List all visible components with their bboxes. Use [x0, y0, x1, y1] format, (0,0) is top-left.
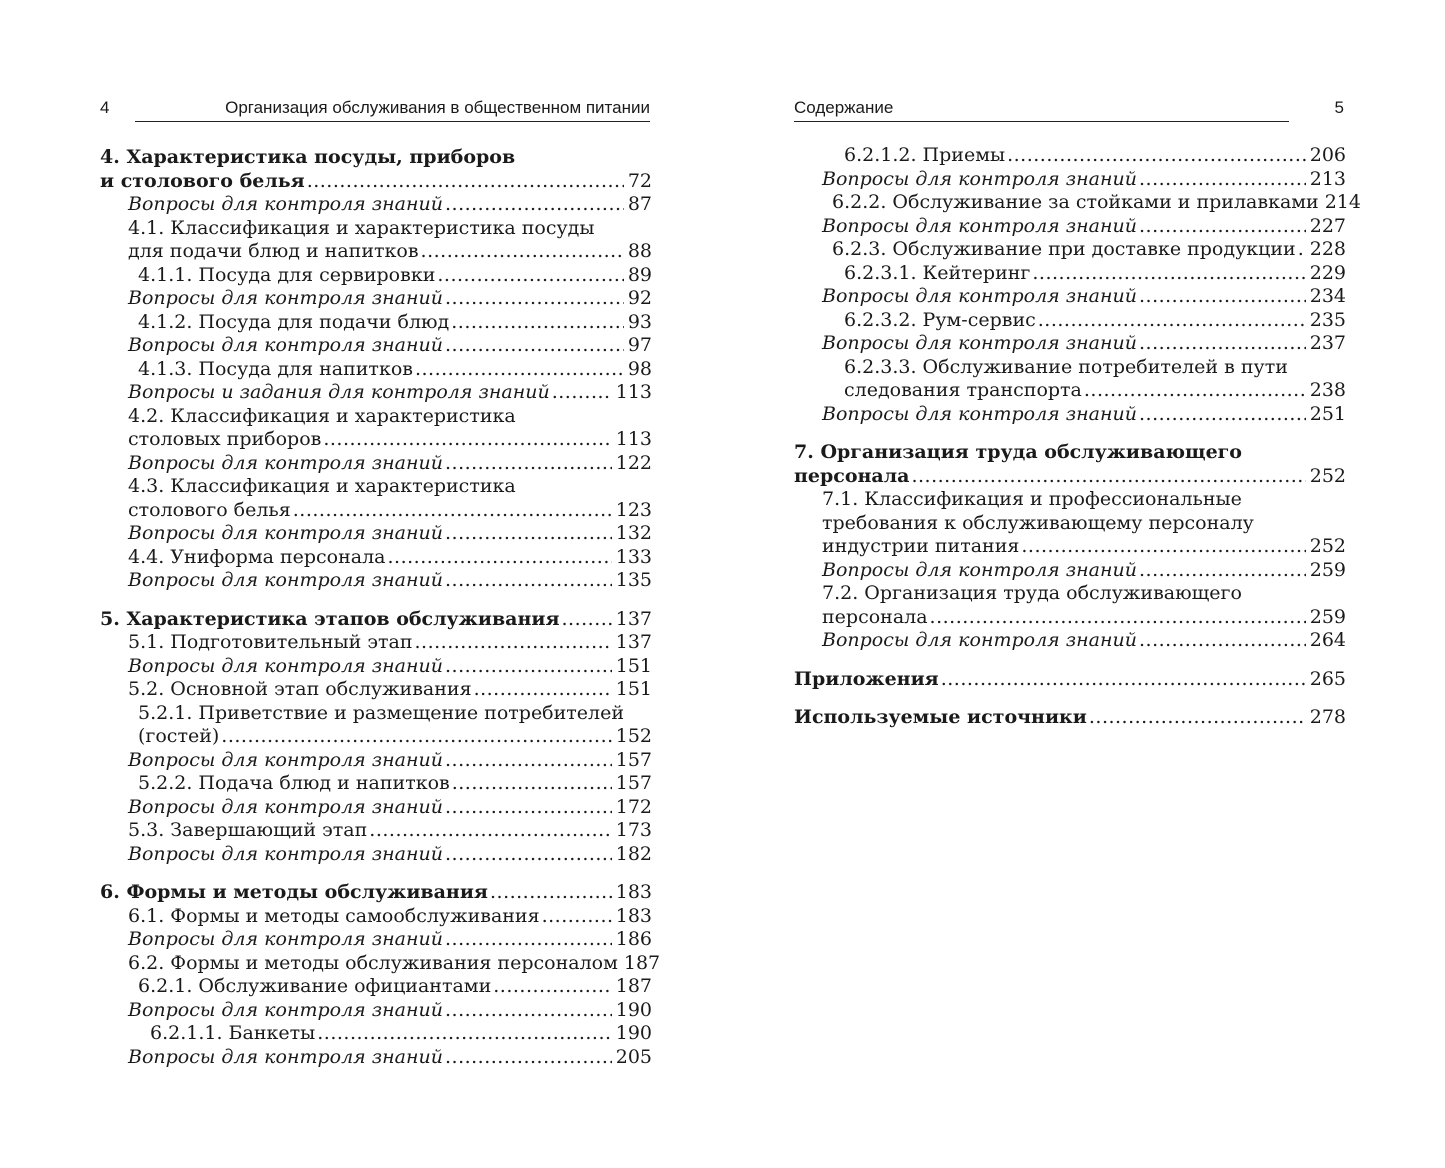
toc-section-entry[interactable]: [794, 262, 1346, 286]
toc-page-number: 182: [615, 842, 652, 865]
toc-section-entry[interactable]: [100, 905, 652, 929]
toc-questions-entry[interactable]: [794, 629, 1346, 653]
toc-section-entry[interactable]: [794, 191, 1361, 215]
toc-entry-title-line: Вопросы для контроля знаний: [128, 795, 443, 818]
toc-entry-title-line: 4. Характеристика посуды, приборов: [100, 146, 516, 168]
toc-questions-entry[interactable]: [794, 168, 1346, 192]
toc-entry-title-line: 6.2.3.3. Обслуживание потребителей в пути: [844, 355, 1288, 378]
toc-entry-title-line: Приложения: [794, 667, 939, 690]
toc-questions-entry[interactable]: [100, 796, 652, 820]
toc-chapter-entry[interactable]: [100, 881, 652, 905]
dot-leader: [445, 569, 612, 593]
header-rule: [794, 121, 1289, 123]
toc-page-number: 259: [1309, 605, 1346, 628]
toc-page-number: 172: [615, 795, 652, 818]
dot-leader: [445, 522, 612, 546]
toc-page-number: 93: [627, 310, 652, 333]
toc-entry-title-line: 6.2.3.2. Рум-сервис: [844, 308, 1036, 331]
toc-section-entry[interactable]: [100, 678, 652, 702]
running-header: [100, 96, 652, 122]
header-rule: [135, 121, 650, 123]
toc-entry-title-line: персонала: [794, 464, 910, 487]
toc-entry-title-line: 5.1. Подготовительный этап: [128, 631, 413, 653]
toc-entry-title-line: 6.2.2. Обслуживание за стойками и прилавками: [832, 191, 1319, 213]
dot-leader: [1139, 332, 1306, 356]
dot-leader: [307, 170, 624, 194]
toc-entry-title-line: 7. Организация труда обслуживающего: [794, 441, 1242, 463]
toc-page-number: 252: [1309, 464, 1346, 487]
toc-section-entry[interactable]: [100, 264, 652, 288]
toc-page-number: 205: [615, 1045, 652, 1068]
toc-section-entry[interactable]: [794, 488, 1346, 559]
toc-questions-entry[interactable]: [100, 999, 652, 1023]
toc-entry-title-line: Вопросы для контроля знаний: [128, 287, 443, 309]
toc-questions-entry[interactable]: [100, 522, 652, 546]
dot-leader: [1139, 215, 1306, 239]
toc-entry-title-line: 4.1.1. Посуда для сервировки: [138, 263, 436, 286]
toc-entry-title-line: 6.2.1.1. Банкеты: [150, 1022, 316, 1044]
toc-entry-title-line: 5.2.1. Приветствие и размещение потребителей: [138, 701, 625, 724]
toc-page-number: 157: [615, 748, 652, 771]
toc-entry-title-line: Вопросы для контроля знаний: [128, 998, 443, 1021]
dot-leader: [451, 311, 624, 335]
toc-entry-title-line: Вопросы для контроля знаний: [128, 451, 443, 474]
toc-page-number: 151: [615, 678, 652, 700]
toc-chapter-entry[interactable]: [794, 668, 1346, 692]
toc-page-number: 123: [615, 498, 652, 521]
toc-page-number: 157: [615, 772, 652, 794]
toc-page-number: 238: [1309, 379, 1346, 401]
toc-page-number: 237: [1309, 332, 1346, 354]
toc-page-number: 229: [1309, 261, 1346, 284]
toc-page-number: 151: [615, 654, 652, 677]
toc-section-entry[interactable]: [100, 217, 652, 264]
dot-leader: [293, 499, 612, 523]
dot-leader: [445, 843, 612, 867]
toc-section-entry[interactable]: [100, 951, 661, 976]
toc-page-number: 135: [615, 569, 652, 591]
dot-leader: [445, 193, 624, 217]
toc-entry-title-line: столового белья: [128, 498, 291, 521]
toc-entry-title-line: 6.2.3.1. Кейтеринг: [844, 261, 1031, 284]
dot-leader: [941, 668, 1306, 692]
toc-section-entry[interactable]: [100, 475, 652, 522]
toc-entry-title-line: 6. Формы и методы обслуживания: [100, 881, 488, 903]
toc-entry-title-line: 4.2. Классификация и характеристика: [128, 404, 516, 427]
page-number: 4: [100, 98, 110, 117]
toc-page-number: 97: [627, 334, 652, 356]
toc-entry-title-line: 4.3. Классификация и характеристика: [128, 475, 516, 497]
dot-leader: [1084, 379, 1306, 403]
toc-entry-title-line: (гостей): [138, 725, 220, 747]
toc-entry-title-line: 6.2.1. Обслуживание официантами: [138, 975, 492, 997]
dot-leader: [445, 749, 612, 773]
dot-leader: [317, 1022, 611, 1046]
toc-chapter-entry[interactable]: [794, 441, 1346, 488]
dot-leader: [388, 546, 612, 570]
toc-page-number: 228: [1309, 238, 1346, 260]
toc-questions-entry[interactable]: [100, 452, 652, 476]
toc-page-number: 252: [1309, 535, 1346, 557]
running-title: Организация обслуживания в общественном питании: [225, 98, 650, 117]
dot-leader: [1298, 238, 1306, 262]
toc-page-number: 259: [1309, 558, 1346, 581]
dot-leader: [911, 465, 1305, 489]
toc-section-entry[interactable]: [100, 702, 652, 749]
dot-leader: [421, 240, 624, 264]
toc-entry-title-line: требования к обслуживающему персоналу: [822, 511, 1254, 534]
toc-page-number: 183: [615, 904, 652, 927]
toc-page-number: 251: [1309, 402, 1346, 425]
toc-section-entry[interactable]: [100, 405, 652, 452]
toc-entry-title-line: Вопросы для контроля знаний: [822, 167, 1137, 190]
toc-questions-entry[interactable]: [794, 332, 1346, 356]
toc-page-number: 173: [615, 819, 652, 841]
table-of-contents: [100, 146, 661, 1069]
toc-questions-entry[interactable]: [100, 569, 652, 593]
toc-section-entry[interactable]: [794, 356, 1346, 403]
toc-entry-title-line: Вопросы для контроля знаний: [128, 522, 443, 544]
toc-entry-title-line: Вопросы для контроля знаний: [822, 629, 1137, 651]
toc-section-entry[interactable]: [100, 546, 652, 570]
toc-questions-entry[interactable]: [100, 193, 652, 217]
toc-section-entry[interactable]: [100, 358, 652, 382]
dot-leader: [445, 999, 612, 1023]
toc-questions-entry[interactable]: [794, 285, 1346, 309]
toc-entry-title-line: Вопросы и задания для контроля знаний: [128, 381, 550, 403]
toc-entry-title-line: Вопросы для контроля знаний: [822, 332, 1137, 354]
toc-section-entry[interactable]: [100, 1022, 652, 1046]
dot-leader: [323, 428, 611, 452]
toc-entry-title-line: 4.1.3. Посуда для напитков: [138, 357, 413, 380]
toc-page-number: 234: [1309, 285, 1346, 307]
toc-questions-entry[interactable]: [794, 559, 1346, 583]
toc-entry-title-line: Вопросы для контроля знаний: [128, 748, 443, 771]
toc-entry-title-line: Вопросы для контроля знаний: [128, 334, 443, 356]
page-number: 5: [1334, 98, 1344, 117]
toc-section-entry[interactable]: [100, 772, 652, 796]
toc-entry-title-line: 6.2. Формы и методы обслуживания персоналом: [128, 951, 618, 974]
toc-page-number: 137: [615, 607, 652, 630]
dot-leader: [369, 819, 611, 843]
toc-entry-title-line: Вопросы для контроля знаний: [822, 558, 1137, 581]
toc-page-number: 264: [1309, 629, 1346, 651]
toc-page-number: 278: [1309, 706, 1346, 728]
toc-page-number: 206: [1309, 144, 1346, 166]
dot-leader: [1139, 285, 1306, 309]
toc-page-number: 72: [627, 169, 652, 192]
dot-leader: [930, 606, 1306, 630]
toc-entry-title-line: Вопросы для контроля знаний: [128, 928, 443, 950]
toc-entry-title-line: и столового белья: [100, 169, 305, 192]
toc-page-number: 265: [1309, 667, 1346, 690]
toc-entry-title-line: 4.4. Униформа персонала: [128, 545, 386, 568]
toc-section-entry[interactable]: [794, 582, 1346, 629]
toc-page-number: 98: [627, 357, 652, 380]
toc-section-entry[interactable]: [100, 631, 652, 655]
toc-entry-title-line: 7.1. Классификация и профессиональные: [822, 488, 1242, 510]
dot-leader: [445, 1046, 612, 1070]
toc-questions-entry[interactable]: [100, 381, 652, 405]
toc-chapter-entry[interactable]: [100, 608, 652, 632]
toc-page-number: 88: [627, 240, 652, 262]
dot-leader: [445, 452, 612, 476]
toc-entry-title-line: Вопросы для контроля знаний: [822, 285, 1137, 307]
running-header: [794, 96, 1346, 122]
toc-page-number: 87: [627, 193, 652, 215]
toc-page-number: 133: [615, 545, 652, 568]
dot-leader: [474, 678, 612, 702]
dot-leader: [445, 796, 612, 820]
toc-questions-entry[interactable]: [794, 215, 1346, 239]
toc-questions-entry[interactable]: [100, 928, 652, 952]
toc-chapter-entry[interactable]: [100, 146, 652, 193]
toc-entry-title-line: персонала: [822, 605, 928, 628]
dot-leader: [562, 608, 612, 632]
toc-entry-title-line: следования транспорта: [844, 379, 1082, 401]
toc-entry-title-line: 6.2.3. Обслуживание при доставке продукции: [832, 238, 1296, 260]
toc-chapter-entry[interactable]: [794, 706, 1346, 730]
toc-entry-title-line: 6.2.1.2. Приемы: [844, 144, 1006, 166]
toc-page-number: 113: [615, 381, 652, 403]
toc-page-number: 214: [1324, 191, 1361, 213]
toc-entry-title-line: столовых приборов: [128, 428, 322, 450]
toc-section-entry[interactable]: [100, 311, 652, 335]
toc-entry-title-line: Вопросы для контроля знаний: [128, 654, 443, 677]
toc-section-entry[interactable]: [100, 819, 652, 843]
running-title: Содержание: [794, 98, 894, 117]
toc-entry-title-line: Вопросы для контроля знаний: [128, 569, 443, 591]
dot-leader: [1007, 144, 1306, 168]
dot-leader: [415, 358, 624, 382]
toc-entry-title-line: Вопросы для контроля знаний: [128, 1045, 443, 1068]
dot-leader: [1139, 403, 1306, 427]
toc-page-number: 187: [623, 951, 661, 974]
dot-leader: [1139, 168, 1306, 192]
toc-entry-title-line: индустрии питания: [822, 535, 1020, 557]
dot-leader: [1032, 262, 1305, 286]
toc-section-entry[interactable]: [794, 309, 1346, 333]
toc-questions-entry[interactable]: [100, 334, 652, 358]
toc-questions-entry[interactable]: [100, 1046, 652, 1070]
toc-entry-title-line: 5.3. Завершающий этап: [128, 819, 368, 841]
toc-entry-title-line: Вопросы для контроля знаний: [128, 193, 443, 215]
dot-leader: [445, 287, 624, 311]
dot-leader: [552, 381, 612, 405]
toc-entry-title-line: Вопросы для контроля знаний: [822, 214, 1137, 237]
toc-page-number: 183: [615, 881, 652, 903]
toc-entry-title-line: 6.1. Формы и методы самообслуживания: [128, 904, 540, 927]
dot-leader: [452, 772, 612, 796]
toc-entry-title-line: Вопросы для контроля знаний: [128, 842, 443, 865]
toc-page-number: 152: [615, 725, 652, 747]
toc-entry-title-line: для подачи блюд и напитков: [128, 240, 419, 262]
toc-page-number: 235: [1309, 308, 1346, 331]
toc-page-number: 186: [615, 928, 652, 950]
toc-page-number: 92: [627, 287, 652, 309]
toc-page-number: 190: [615, 1022, 652, 1044]
dot-leader: [1021, 535, 1305, 559]
toc-questions-entry[interactable]: [794, 403, 1346, 427]
toc-entry-title-line: 5. Характеристика этапов обслуживания: [100, 607, 560, 630]
toc-entry-title-line: 4.1. Классификация и характеристика посуды: [128, 216, 595, 239]
dot-leader: [542, 905, 612, 929]
table-of-contents: [794, 144, 1361, 730]
toc-page-number: 137: [615, 631, 652, 653]
toc-section-entry[interactable]: [100, 975, 652, 999]
toc-entry-title-line: 5.2. Основной этап обслуживания: [128, 678, 472, 700]
toc-page-number: 190: [615, 998, 652, 1021]
toc-page-number: 132: [615, 522, 652, 544]
toc-page-number: 187: [615, 975, 652, 997]
dot-leader: [415, 631, 612, 655]
toc-page-number: 213: [1309, 167, 1346, 190]
dot-leader: [1139, 629, 1306, 653]
dot-leader: [1089, 706, 1306, 730]
toc-page-number: 122: [615, 451, 652, 474]
toc-section-entry[interactable]: [794, 238, 1346, 262]
toc-entry-title-line: Вопросы для контроля знаний: [822, 402, 1137, 425]
dot-leader: [221, 725, 611, 749]
toc-page-number: 113: [615, 428, 652, 450]
dot-leader: [1139, 559, 1306, 583]
toc-page-number: 89: [627, 263, 652, 286]
dot-leader: [445, 334, 624, 358]
toc-questions-entry[interactable]: [100, 843, 652, 867]
toc-questions-entry[interactable]: [100, 287, 652, 311]
toc-section-entry[interactable]: [794, 144, 1346, 168]
toc-page-number: 227: [1309, 214, 1346, 237]
dot-leader: [445, 655, 612, 679]
dot-leader: [490, 881, 612, 905]
toc-entry-title-line: Используемые источники: [794, 706, 1087, 728]
toc-entry-title-line: 5.2.2. Подача блюд и напитков: [138, 772, 450, 794]
toc-entry-title-line: 4.1.2. Посуда для подачи блюд: [138, 310, 450, 333]
dot-leader: [445, 928, 612, 952]
toc-questions-entry[interactable]: [100, 655, 652, 679]
toc-entry-title-line: 7.2. Организация труда обслуживающего: [822, 582, 1242, 604]
dot-leader: [493, 975, 611, 999]
toc-questions-entry[interactable]: [100, 749, 652, 773]
dot-leader: [1038, 309, 1306, 333]
dot-leader: [437, 264, 623, 288]
